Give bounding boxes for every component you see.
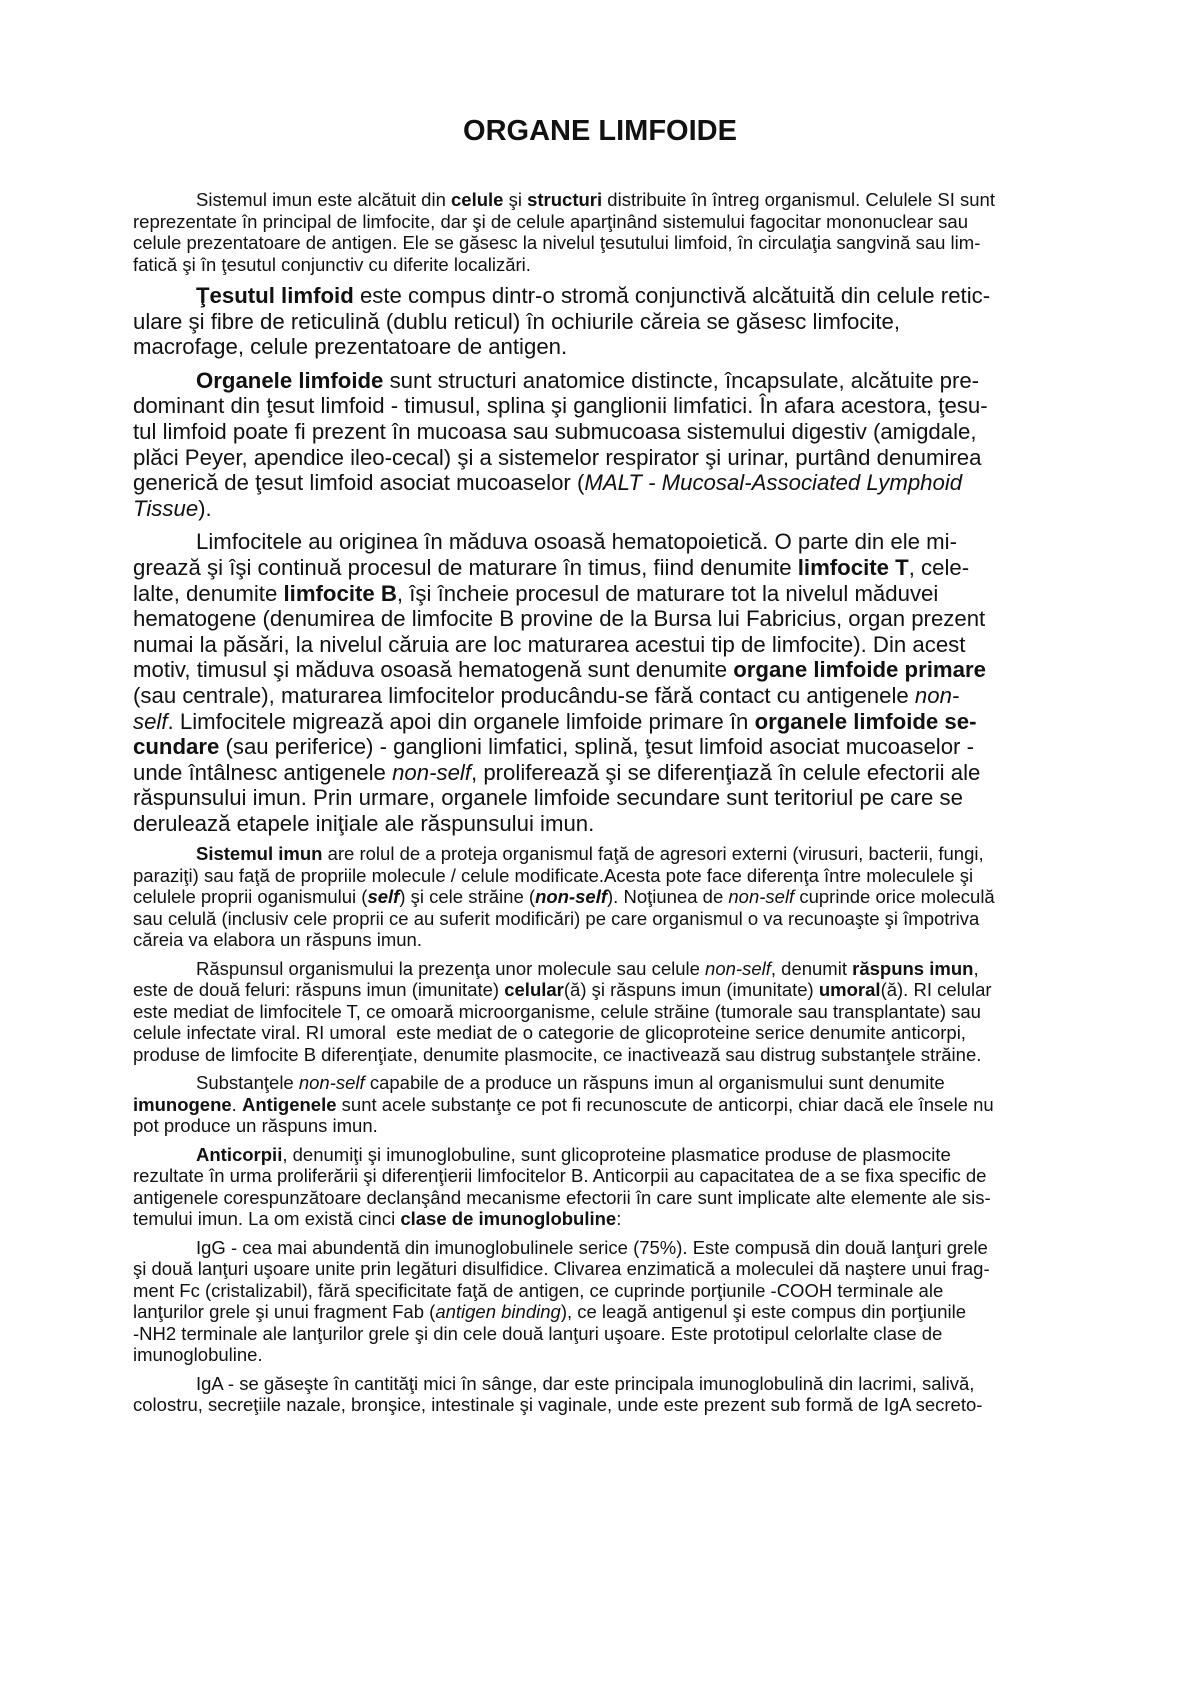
text-run: IgG - cea mai abundentă din imunoglobulinele serice (75%). Este compusă din două lanţuri grele <box>196 1236 988 1258</box>
paragraph <box>133 1237 1133 1366</box>
text-run: temului imun. La om există cinci <box>133 1208 401 1230</box>
text-line <box>133 1022 1133 1044</box>
text-line <box>133 683 1133 709</box>
italic-text: self <box>133 708 168 734</box>
text-run: macrofage, celule prezentatoare de antigen. <box>133 334 568 360</box>
text-line <box>133 886 1133 908</box>
text-run: Sistemul imun este alcătuit din <box>196 189 452 210</box>
bold-text: cundare <box>133 734 220 760</box>
text-run: , denumit <box>770 957 853 979</box>
text-line <box>133 1237 1133 1259</box>
text-run: ment Fc (cristalizabil), fără specificitate faţă de antigen, ce cuprinde porţiunile -COOH terminale ale <box>133 1279 944 1301</box>
text-line <box>133 232 1133 254</box>
text-run: , îşi încheie procesul de maturare tot la nivelul măduvei <box>396 580 939 606</box>
text-line <box>133 529 1133 555</box>
text-run: este compus dintr-o stromă conjunctivă alcătuită din celule retic- <box>353 283 991 308</box>
text-run: antigenele corespunzătoare declanşând mecanisme efectorii în care sunt implicate alte elemente ale sis- <box>133 1186 991 1208</box>
text-line <box>133 496 1133 522</box>
text-run: . <box>231 1093 242 1115</box>
text-run: rezultate în urma proliferării şi diferenţierii limfocitelor B. Anticorpii au capacitatea de a se fixa specific de <box>133 1165 987 1187</box>
text-run: şi două lanţuri uşoare unite prin legături disulfidice. Clivarea enzimatică a moleculei dă naştere unui frag- <box>133 1258 990 1280</box>
bold-text: Ţesutul limfoid <box>196 283 354 308</box>
text-run: unde întâlnesc antigenele <box>133 759 393 785</box>
text-run: (sau centrale), maturarea limfocitelor producându-se fără contact cu antigenele <box>133 682 915 708</box>
text-run: paraziţi) sau faţă de propriile molecule / celule modificate.Acesta pote face diferenţa între moleculele şi <box>133 864 974 886</box>
text-run: (ă) şi răspuns imun (imunitate) <box>563 979 819 1001</box>
text-run: răspunsului imun. Prin urmare, organele limfoide secundare sunt teritoriul pe care se <box>133 785 963 811</box>
text-line <box>133 393 1133 419</box>
text-line <box>133 1394 1133 1416</box>
text-line <box>133 958 1133 980</box>
paragraph <box>133 1373 1133 1416</box>
page-title: ORGANE LIMFOIDE <box>463 115 737 147</box>
text-run: dominant din ţesut limfoid - timusul, splina şi ganglionii limfatici. În afara acestora, ţesu- <box>133 393 988 419</box>
text-line <box>133 632 1133 658</box>
text-run: căreia va elabora un răspuns imun. <box>133 929 422 951</box>
text-run: produse de limfocite B diferenţiate, denumite plasmocite, ce inactivează sau distrug substanţele străine. <box>133 1043 982 1065</box>
text-run: fatică şi în ţesutul conjunctiv cu diferite localizări. <box>133 253 531 275</box>
text-line <box>133 211 1133 233</box>
text-run: IgA - se găseşte în cantităţi mici în sânge, dar este principala imunoglobulină din lacrimi, salivă, <box>196 1372 975 1394</box>
paragraph <box>133 283 1133 360</box>
text-run: ulare şi fibre de reticulină (dublu reticul) în ochiurile căreia se găsesc limfocite, <box>133 308 901 334</box>
text-run: imunoglobuline. <box>133 1344 263 1366</box>
text-run: colostru, secreţiile nazale, bronşice, intestinale şi vaginale, unde este prezent sub formă de IgA secreto- <box>133 1394 983 1416</box>
text-run: ). <box>198 495 212 521</box>
paragraph <box>133 843 1133 951</box>
italic-text: non-self <box>298 1072 365 1094</box>
text-line <box>133 1344 1133 1366</box>
text-run: lalte, denumite <box>133 580 284 606</box>
text-line <box>133 309 1133 335</box>
paragraph <box>133 529 1133 836</box>
text-line <box>133 419 1133 445</box>
text-run: pot produce un răspuns imun. <box>133 1115 378 1137</box>
text-run: are rolul de a proteja organismul faţă de agresori externi (virusuri, bacterii, fungi, <box>322 843 984 865</box>
text-line <box>133 1094 1133 1116</box>
text-run: ), ce leagă antigenul şi este compus din porţiunile <box>560 1301 966 1323</box>
bold-text: Sistemul imun <box>196 843 323 865</box>
italic-text: non- <box>914 682 960 708</box>
text-run: numai la păsări, la nivelul căruia are loc maturarea acestui tip de limfocite). Din acest <box>133 631 966 657</box>
text-run: capabile de a produce un răspuns imun al organismului sunt denumite <box>364 1072 945 1094</box>
bold-text: structuri <box>527 189 603 210</box>
text-line <box>133 709 1133 735</box>
bold-text: Antigenele <box>241 1093 337 1115</box>
text-line <box>133 581 1133 607</box>
text-run: hematogene (denumirea de limfocite B provine de la Bursa lui Fabricius, organ prezent <box>133 606 986 632</box>
text-line <box>133 1301 1133 1323</box>
text-line <box>133 657 1133 683</box>
text-line <box>133 785 1133 811</box>
text-line <box>133 760 1133 786</box>
text-run: -NH2 terminale ale lanţurilor grele şi din cele două lanţuri uşoare. Este prototipul celorlalte clase de <box>133 1322 943 1344</box>
text-run: : <box>616 1208 622 1230</box>
text-line <box>133 1323 1133 1345</box>
text-run: lanţurilor grele şi unui fragment Fab ( <box>133 1301 436 1323</box>
bold-text: limfocite T <box>797 554 909 580</box>
text-run: ) şi cele străine ( <box>399 886 536 908</box>
text-run: celulele proprii oganismului ( <box>133 886 368 908</box>
text-run: motiv, timusul şi măduva osoasă hematogenă sunt denumite <box>133 657 734 683</box>
text-run: Răspunsul organismului la prezenţa unor molecule sau celule <box>196 957 706 979</box>
bold-text: celule <box>451 189 504 210</box>
text-run: sunt structuri anatomice distincte, încapsulate, alcătuite pre- <box>383 367 980 393</box>
text-line <box>133 1115 1133 1137</box>
text-line <box>133 929 1133 951</box>
text-run: grează şi îşi continuă procesul de maturare în timus, fiind denumite <box>133 554 798 580</box>
paragraph <box>133 958 1133 1066</box>
text-line <box>133 368 1133 394</box>
text-line <box>133 865 1133 887</box>
text-run: , <box>973 957 979 979</box>
text-line <box>133 254 1133 276</box>
paragraph <box>133 368 1133 522</box>
text-run: sunt acele substanţe ce pot fi recunoscute de anticorpi, chiar dacă ele însele nu <box>336 1093 994 1115</box>
italic-text: non-self <box>392 759 471 785</box>
bold-text: imunogene <box>133 1093 232 1115</box>
text-run: , cele- <box>908 554 970 580</box>
italic-text: non-self <box>728 886 795 908</box>
text-line <box>133 811 1133 837</box>
text-run: Substanţele <box>196 1072 299 1094</box>
text-line <box>133 734 1133 760</box>
text-run: derulează etapele iniţiale ale răspunsului imun. <box>133 810 595 836</box>
bold-italic-text: self <box>367 886 400 908</box>
bold-text: răspuns imun <box>852 957 974 979</box>
text-line <box>133 334 1133 360</box>
text-run: celule prezentatoare de antigen. Ele se găsesc la nivelul ţesutului limfoid, în circulaţia sangvină sau lim- <box>133 232 981 253</box>
bold-text: celular <box>504 979 564 1001</box>
text-run: şi <box>503 189 528 210</box>
bold-text: umoral <box>818 979 881 1001</box>
text-line <box>133 1208 1133 1230</box>
text-line <box>133 1258 1133 1280</box>
text-run: plăci Peyer, apendice ileo-cecal) şi a sistemelor respirator şi urinar, purtând denumirea <box>133 444 982 470</box>
text-run: (sau periferice) - ganglioni limfatici, splină, ţesut limfoid asociat mucoaselor - <box>219 734 974 760</box>
text-line <box>133 1144 1133 1166</box>
bold-italic-text: non-self <box>535 886 608 908</box>
text-run: este mediat de limfocitele T, ce omoară microorganisme, celule străine (tumorale sau transplantate) sau <box>133 1000 981 1022</box>
text-line <box>133 1001 1133 1023</box>
text-line <box>133 908 1133 930</box>
text-run: , denumiţi şi imunoglobuline, sunt glicoproteine plasmatice produse de plasmocite <box>282 1143 951 1165</box>
bold-text: organe limfoide primare <box>733 657 986 683</box>
text-line <box>133 445 1133 471</box>
text-run: tul limfoid poate fi prezent în mucoasa sau submucoasa sistemului digestiv (amigdale, <box>133 418 977 444</box>
text-run: (ă). RI celular <box>880 979 992 1001</box>
text-line <box>133 1072 1133 1094</box>
text-line <box>133 1044 1133 1066</box>
italic-text: antigen binding <box>435 1301 561 1323</box>
text-run: este de două feluri: răspuns imun (imunitate) <box>133 979 505 1001</box>
text-line <box>133 1373 1133 1395</box>
text-line <box>133 979 1133 1001</box>
bold-text: Anticorpii <box>196 1143 283 1165</box>
text-run: . Limfocitele migrează apoi din organele limfoide primare în <box>167 708 755 734</box>
text-line <box>133 606 1133 632</box>
paragraph <box>133 1072 1133 1137</box>
text-line <box>133 1165 1133 1187</box>
text-line <box>133 1187 1133 1209</box>
text-run: Limfocitele au originea în măduva osoasă hematopoietică. O parte din ele mi- <box>196 529 957 555</box>
text-run: reprezentate în principal de limfocite, dar şi de celule aparţinând sistemului fagocitar mononuclear sau <box>133 210 969 232</box>
italic-text: non-self <box>705 957 771 979</box>
text-run: distribuite în întreg organismul. Celulele SI sunt <box>602 189 995 210</box>
text-line <box>133 283 1133 309</box>
text-run: cuprinde orice moleculă <box>794 886 995 908</box>
paragraph <box>133 189 1133 275</box>
text-run: celule infectate viral. RI umoral este mediat de o categorie de glicoproteine serice denumite anticorpi, <box>133 1022 966 1044</box>
text-line <box>133 555 1133 581</box>
document-body <box>133 189 1133 1416</box>
text-run: ). Noţiunea de <box>607 886 729 908</box>
bold-text: organele limfoide se- <box>754 708 977 734</box>
bold-text: Organele limfoide <box>196 367 384 393</box>
text-run: generică de ţesut limfoid asociat mucoaselor ( <box>133 470 585 496</box>
text-line <box>133 189 1133 211</box>
text-line <box>133 843 1133 865</box>
text-run: , proliferează şi se diferenţiază în celule efectorii ale <box>471 759 981 785</box>
bold-text: clase de imunoglobuline <box>400 1208 617 1230</box>
bold-text: limfocite B <box>283 580 397 606</box>
text-run: sau celulă (inclusiv cele proprii ce au suferit modificări) pe care organismul o va recunoaşte şi împotriva <box>133 907 980 929</box>
text-line <box>133 1280 1133 1302</box>
italic-text: Tissue <box>133 495 199 521</box>
paragraph <box>133 1144 1133 1230</box>
text-line <box>133 470 1133 496</box>
italic-text: MALT - Mucosal-Associated Lymphoid <box>584 470 963 496</box>
